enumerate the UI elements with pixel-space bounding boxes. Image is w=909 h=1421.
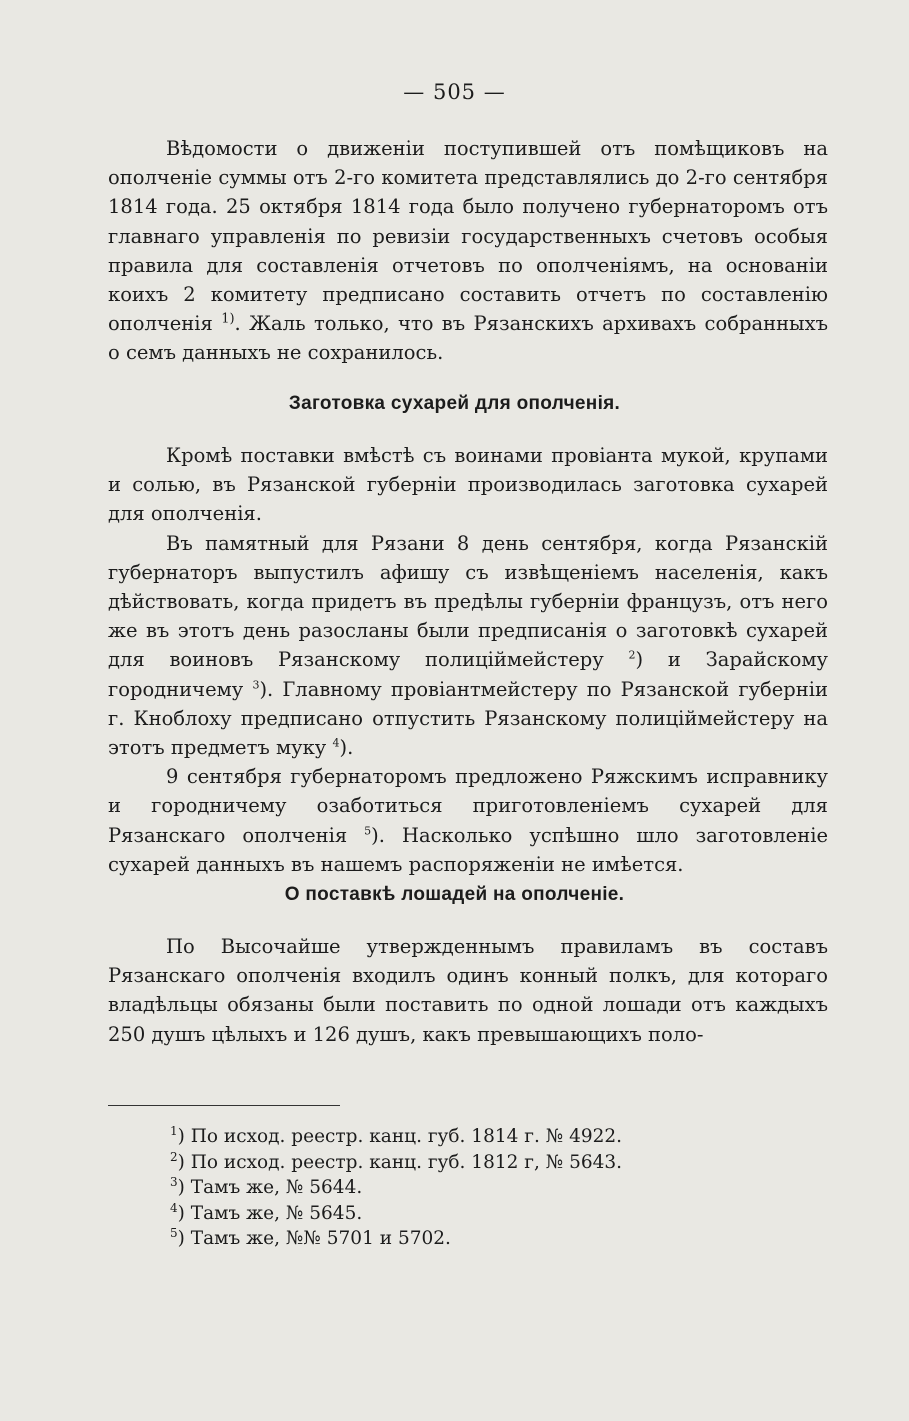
paragraph-text: 9 сентября губернаторомъ предложено Ряжскимъ исправнику и городничему озаботиться приготовленiемъ сухарей для Рязанскаго ополченiя [108, 765, 828, 847]
paragraph-text: ). Главному провiантмейстеру по Рязанской губернiи г. Кноблоху предписано отпустить Рязанскому полицiймейстеру на этотъ предметъ муку [108, 677, 829, 760]
footnote-mark: 1 [170, 1123, 178, 1138]
footnote-5 [170, 1226, 770, 1252]
footnote-mark: 5 [170, 1225, 178, 1240]
footnote-text: ) Тамъ же, № 5644. [177, 1177, 363, 1198]
footnotes [170, 1124, 770, 1252]
footnote-ref-2: 2 [628, 648, 636, 662]
paragraph-statements [108, 134, 828, 368]
footnote-divider [108, 1105, 340, 1106]
footnote-ref-5: 5 [364, 824, 372, 838]
footnote-ref-1: 1) [221, 311, 235, 327]
footnote-text: ) По исход. реестр. канц. губ. 1814 г. № 4922. [177, 1126, 623, 1147]
page-number: — 505 — [403, 80, 506, 104]
paragraph-text: ) и Зарайскому городничему [108, 648, 829, 701]
footnote-text: ) Тамъ же, №№ 5701 и 5702. [177, 1228, 451, 1249]
footnote-2 [170, 1150, 770, 1176]
footnote-text: ) Тамъ же, № 5645. [177, 1202, 363, 1224]
paragraph-text: Въ памятный для Рязани 8 день сентября, когда Рязанскiй губернаторъ выпустилъ афишу съ извѣщенiемъ населенiя, какъ дѣйствовать, когда придетъ въ предѣлы губернiи французъ, отъ него же въ этотъ день разосланы были предписанiя о заготовкѣ сухарей для воиновъ Рязанскому полицiймейстеру [108, 531, 828, 672]
footnote-3 [170, 1175, 770, 1201]
footnote-text: ) По исход. реестр. канц. губ. 1812 г, № 5643. [177, 1151, 623, 1173]
paragraph-horses [108, 932, 828, 1049]
paragraph-supplies [108, 441, 828, 879]
footnote-4 [170, 1201, 770, 1227]
section-heading-biscuits: Заготовка сухарей для ополченiя. [288, 393, 621, 414]
footnote-mark: 2 [170, 1149, 178, 1164]
paragraph-text: По Высочайше утвержденнымъ правиламъ въ составъ Рязанскаго ополченiя входилъ одинъ конный полкъ, для котораго владѣльцы обязаны были поставить по одной лошади отъ каждыхъ 250 душъ цѣлыхъ и 126 душъ, какъ превышающихъ поло- [108, 935, 828, 1046]
paragraph-text: ). Насколько успѣшно шло заготовленiе сухарей данныхъ въ нашемъ распоряженiи не имѣется. [108, 823, 828, 876]
paragraph-text: . Жаль только, что въ Рязанскихъ архивахъ собранныхъ о семъ данныхъ не сохранилось. [108, 312, 828, 365]
footnote-ref-4: 4 [332, 736, 340, 750]
footnote-mark: 4 [170, 1200, 178, 1215]
section-heading-horses: О поставкѣ лошадей на ополченiе. [284, 884, 625, 905]
footnote-ref-3: 3 [252, 678, 260, 692]
footnote-1 [170, 1124, 770, 1150]
paragraph-text: Кромѣ поставки вмѣстѣ съ воинами провiанта мукой, крупами и солью, въ Рязанской губернiи производилась заготовка сухарей для ополченiя. [108, 444, 828, 526]
paragraph-text: ). [339, 736, 354, 760]
paragraph-text: Вѣдомости о движенiи поступившей отъ помѣщиковъ на ополченiе суммы отъ 2-го комитета представлялись до 2-го сентября 1814 года. 25 октября 1814 года было получено губернаторомъ отъ главнаго управленiя по ревизiи государственныхъ счетовъ особыя правила для составленiя отчетовъ по ополченiямъ, на основанiи коихъ 2 комитету предписано составить отчетъ по составленiю ополченiя [108, 137, 828, 336]
footnote-mark: 3 [170, 1174, 178, 1189]
